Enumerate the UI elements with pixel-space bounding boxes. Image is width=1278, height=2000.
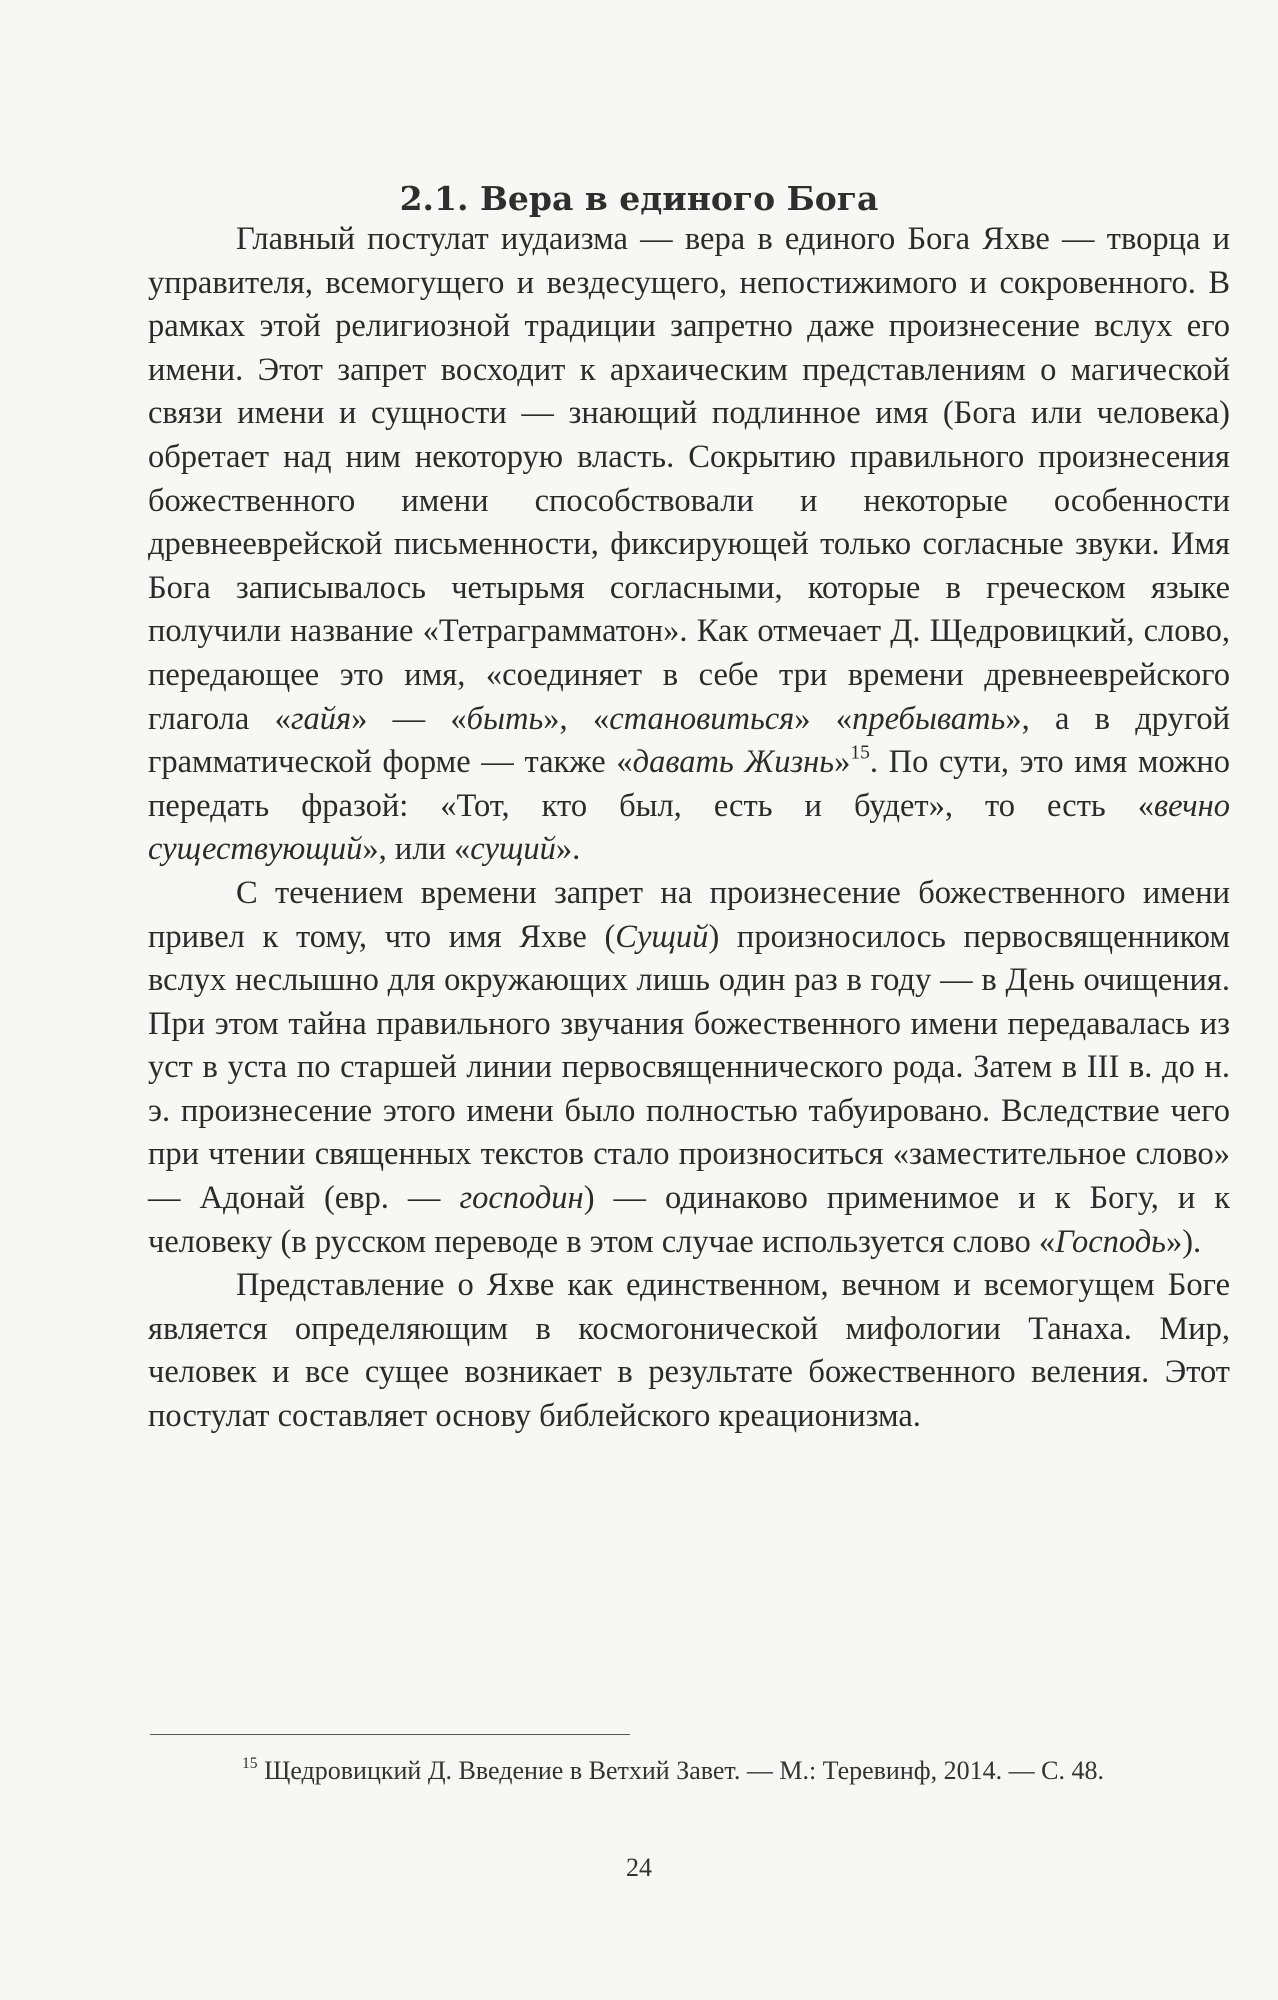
text-run: », или « [362, 831, 471, 868]
text-run: », « [543, 700, 610, 737]
italic-term: давать Жизнь [632, 744, 835, 781]
text-run: Главный постулат иудаизма — вера в единого Бога Яхве — творца и управителя, всемогущего и вездесущего, непостижимого и сокровенного. В рамках этой религиозной традиции запретно даже произнесение вслух его имени. Этот запрет восходит к архаическим представлениям о магической связи имени и сущности — знающий подлинное имя (Бога или человека) обретает над ним некоторую власть. Сокрытию правильного произнесения божественного имени способствовали и некоторые особенности древнееврейской письменности, фиксирующей только согласные звуки. Имя Бога записывалось четырьмя согласными, которые в греческом языке получили название «Тетраграмматон». Как отмечает Д. Щедровицкий, слово, передающее это имя, «соединяет в себе три времени древнееврейского глагола « [148, 221, 1230, 737]
footnote-ref[interactable]: 15 [850, 742, 870, 764]
italic-term: становиться [609, 700, 795, 737]
text-run: » [834, 744, 851, 781]
paragraph-1 [148, 218, 1230, 872]
paragraph-2 [148, 872, 1230, 1264]
footnote-text: Щедровицкий Д. Введение в Ветхий Завет. — М.: Теревинф, 2014. — С. 48. [257, 1756, 1104, 1785]
footnote-divider [150, 1734, 630, 1735]
italic-term: Господь [1055, 1223, 1166, 1260]
italic-term: пребывать [852, 700, 1006, 737]
footnote [150, 1752, 1230, 1789]
text-run: », а в другой грамматической форме — также « [148, 700, 1231, 781]
text-run: »). [1165, 1223, 1202, 1260]
italic-term: вечно существующий [148, 787, 1230, 868]
paragraph-3 [148, 1264, 1230, 1438]
section-heading: 2.1. Вера в единого Бога [399, 179, 879, 219]
italic-term: быть [466, 700, 544, 737]
text-run: С течением времени запрет на произнесение божественного имени привел к тому, что имя Яхве ( [148, 874, 1230, 955]
italic-term: Сущий [615, 918, 709, 955]
italic-term: сущий [470, 831, 556, 868]
body-text [148, 218, 1230, 1439]
text-run: ». [555, 831, 581, 868]
footnote-marker: 15 [242, 1755, 258, 1773]
text-run: » « [794, 700, 853, 737]
text-run: ) произносилось первосвященником вслух неслышно для окружающих лишь один раз в году — в День очищения. При этом тайна правильного звучания божественного имени передавалась из уст в уста по старшей линии первосвященнического рода. Затем в III в. до н. э. произнесение этого имени было полностью табуировано. Вследствие чего при чтении священных текстов стало произноситься «заместительное слово» — Адонай (евр. — [148, 918, 1231, 1217]
text-run: » — « [351, 700, 467, 737]
italic-term: гайя [290, 700, 352, 737]
text-run: Представление о Яхве как единственном, вечном и всемогущем Боге является определяющим в космогонической мифологии Танаха. Мир, человек и все сущее возникает в результате божественного веления. Этот постулат составляет основу библейского креационизма. [148, 1267, 1230, 1435]
text-run: . По сути, это имя можно передать фразой: «Тот, кто был, есть и будет», то есть « [148, 744, 1230, 824]
page-number: 24 [626, 1853, 652, 1882]
text-run: ) — одинаково применимое и к Богу, и к человеку (в русском переводе в этом случае используется слово « [148, 1180, 1231, 1260]
italic-term: господин [459, 1180, 584, 1217]
